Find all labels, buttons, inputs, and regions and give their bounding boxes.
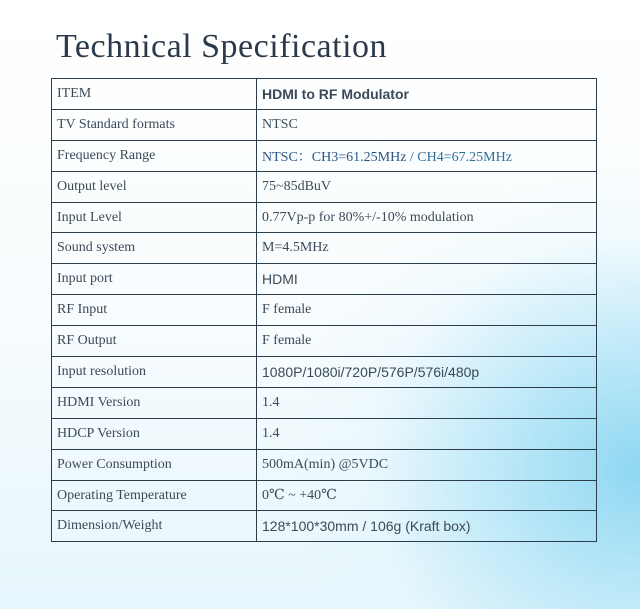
value-cell: F female xyxy=(257,295,597,326)
item-cell: ITEM xyxy=(52,79,257,110)
item-cell: Input resolution xyxy=(52,357,257,388)
value-cell xyxy=(257,140,597,171)
value-cell: NTSC xyxy=(257,109,597,140)
item-cell: HDMI Version xyxy=(52,387,257,418)
table-row xyxy=(52,295,597,326)
item-cell: Sound system xyxy=(52,233,257,264)
item-cell: Dimension/Weight xyxy=(52,511,257,542)
item-cell: Output level xyxy=(52,171,257,202)
value-cell: 128*100*30mm / 106g (Kraft box) xyxy=(257,511,597,542)
item-cell: TV Standard formats xyxy=(52,109,257,140)
value-cell: 1080P/1080i/720P/576P/576i/480p xyxy=(257,357,597,388)
table-row xyxy=(52,449,597,480)
table-row xyxy=(52,264,597,295)
item-cell: RF Input xyxy=(52,295,257,326)
value-cell: 1.4 xyxy=(257,418,597,449)
item-cell: RF Output xyxy=(52,326,257,357)
item-cell: Frequency Range xyxy=(52,140,257,171)
item-cell: Input Level xyxy=(52,202,257,233)
item-cell: Input port xyxy=(52,264,257,295)
frequency-suffix: / CH4=67.25MHz xyxy=(406,149,512,165)
table-row xyxy=(52,418,597,449)
table-row xyxy=(52,79,597,110)
value-cell: HDMI xyxy=(257,264,597,295)
value-cell: 1.4 xyxy=(257,387,597,418)
item-cell: Power Consumption xyxy=(52,449,257,480)
spec-table xyxy=(51,78,597,542)
value-cell: M=4.5MHz xyxy=(257,233,597,264)
value-cell: 0℃ ~ +40℃ xyxy=(257,480,597,511)
table-row xyxy=(52,171,597,202)
item-cell: HDCP Version xyxy=(52,418,257,449)
value-cell: 75~85dBuV xyxy=(257,171,597,202)
frequency-prefix: NTSC：CH3=61.25MHz xyxy=(262,149,407,165)
table-row xyxy=(52,357,597,388)
table-row xyxy=(52,233,597,264)
table-row xyxy=(52,202,597,233)
value-cell: HDMI to RF Modulator xyxy=(257,79,597,110)
value-cell: 500mA(min) @5VDC xyxy=(257,449,597,480)
table-row xyxy=(52,109,597,140)
table-row xyxy=(52,140,597,171)
item-cell: Operating Temperature xyxy=(52,480,257,511)
table-row xyxy=(52,387,597,418)
value-cell: 0.77Vp-p for 80%+/-10% modulation xyxy=(257,202,597,233)
page-title: Technical Specification xyxy=(56,28,388,65)
table-row xyxy=(52,480,597,511)
table-row xyxy=(52,326,597,357)
table-row xyxy=(52,511,597,542)
value-cell: F female xyxy=(257,326,597,357)
